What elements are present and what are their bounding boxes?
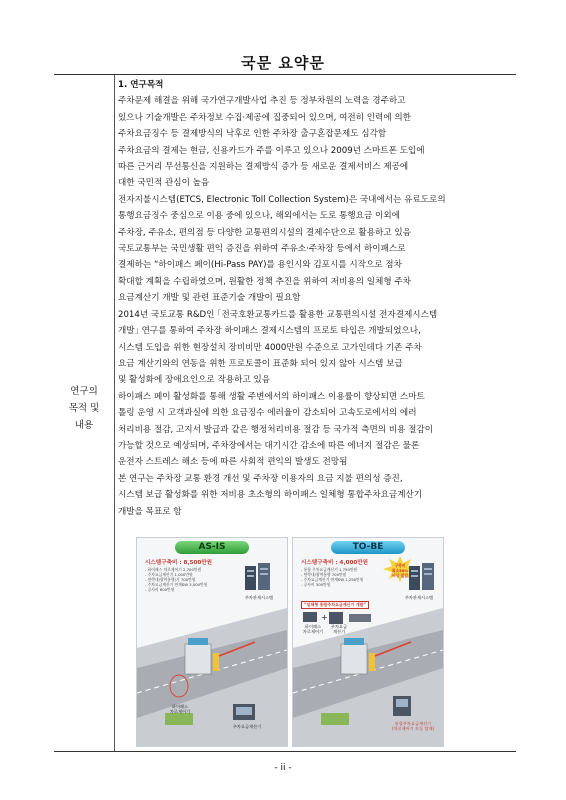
paragraph-line: 주차문제 해결을 위해 국가연구개발사업 추진 등 정부차원의 노력을 경주하고 <box>118 96 406 107</box>
page-title: 국문 요약문 <box>241 54 325 72</box>
asis-tobe-figure <box>136 537 442 747</box>
tobe-integration-note: “일체형 통합주차요금계산기 개발” <box>301 601 369 609</box>
paragraph-line: 전자지불시스템(ETCS, Electronic Toll Collection System)은 국내에서는 유료도로의 <box>118 194 446 205</box>
tobe-item: - 연략내/광역통행 700만원 <box>301 572 347 577</box>
paragraph-line: 톨링 운영 시 고객과실에 의한 요금징수 에러율이 감소되어 고속도로에서의 에러 <box>118 408 417 419</box>
paragraph-line: 국토교통부는 국민생활 편익 증진을 위하여 주유소·주차장 등에서 하이패스로 <box>118 244 406 255</box>
asis-cost: 시스템구축비 : 8,500만원 <box>145 560 213 566</box>
tobe-server-icon <box>405 560 439 594</box>
paragraph-line: 개발을 목표로 함 <box>118 506 182 517</box>
tobe-item: - 공사비 300만원 <box>301 582 331 587</box>
paragraph-line: 처리비용 절감, 고지서 발급과 같은 행정처리비용 절감 등 국가적 측면의 비용 절감이 <box>118 424 434 435</box>
section-label-column <box>54 75 115 751</box>
asis-item: - 공사비 600만원 <box>145 587 175 592</box>
paragraph-line: 주차장, 주유소, 편의점 등 다양한 교통편의시설의 결제수단으로 활용하고 있음 <box>118 227 411 238</box>
paragraph-line: 시스템 도입을 위한 현장설치 장비비만 4000만원 수준으로 고가인데다 기존 주차 <box>118 342 422 353</box>
section-heading: 1. 연구목적 <box>118 80 164 90</box>
asis-calc-label: 주차요금계산기 <box>232 724 262 729</box>
paragraph-line: 하이패스 페이 활성화를 통해 생활 주변에서의 하이패스 이용률이 향상되면 스마트 <box>118 391 425 402</box>
tobe-banner: TO-BE <box>331 541 405 554</box>
asis-cost-items <box>145 567 207 592</box>
paragraph-line: 대한 국민적 관심이 높음 <box>118 178 210 189</box>
paragraph-line: 및 활성화에 장애요인으로 작용하고 있음 <box>118 375 271 386</box>
asis-item: - 연략내/광역통행(기 700만원 <box>145 577 196 582</box>
tobe-integrated-calc-label: 통합주차요금계산기 (차로제어기 모듈 탑재) <box>391 721 435 731</box>
asis-server-icon <box>241 560 275 594</box>
tobe-item: - 주차요금계산기 연계SW 1,250만원 <box>301 577 364 582</box>
asis-hipass-label: 하이패스 차로제어기 <box>169 704 191 714</box>
paragraph-line: 운전자 스트레스 해소 등에 따른 사회적 편익의 발생도 전망됨 <box>118 457 348 468</box>
section-label-line: 목적 및 <box>68 403 100 414</box>
tobe-cost: 시스템구축비 : 4,000만원 <box>301 560 369 566</box>
tobe-calc-label: 주차요금 계산기 <box>330 624 348 634</box>
paragraph-line: 요금계산기 개발 및 관련 표준기술 개발이 필요함 <box>118 293 301 304</box>
summary-table <box>54 74 516 752</box>
section-label-line: 내용 <box>74 420 94 431</box>
paragraph-line: 결제하는 “하이패스 페이(Hi-Pass PAY)를 용인시와 김포시를 시작으로 점차 <box>118 260 402 271</box>
paragraph-line: 요금 계산기와의 연동을 위한 프로토콜이 표준화 되어 있지 않아 시스템 보급 <box>118 358 403 369</box>
paragraph-line: 개발｣ 연구를 통하여 주차장 하이패스 결제시스템의 프로토 타입은 개발되었으나, <box>118 326 421 337</box>
tobe-cost-items <box>301 567 363 587</box>
paragraph-line: 시스템 보급 활성화를 위한 저비용 초소형의 하이패스 일체형 통합주차요금계산기 <box>118 490 423 501</box>
tobe-panel <box>292 537 444 747</box>
paragraph-line: 확대할 계획을 수립하였으며, 원활한 정책 추진을 위하여 저비용의 일체형 주차 <box>118 276 411 287</box>
paragraph-line: 통행요금징수 중심으로 이용 중에 있으나, 해외에서는 도로 통행요금 이외에 <box>118 211 400 222</box>
paragraph-line: 따른 근거리 무선통신을 지원하는 결제방식 증가 등 새로운 결제서비스 제공에 <box>118 162 409 173</box>
asis-banner: AS-IS <box>175 541 249 554</box>
svg-text:+: + <box>321 613 328 622</box>
section-label-line: 연구의 <box>70 386 98 397</box>
section-content <box>118 77 512 520</box>
tobe-item: - 통합 주차요금계산기 1,750만원 <box>301 567 358 572</box>
asis-item: - 하이패스 차로제어기 2,700만원 <box>145 567 202 572</box>
paragraph-line: 가능할 것으로 예상되며, 주차장에서는 대기시간 감소에 따른 에너지 절감은 물론 <box>118 440 420 451</box>
tobe-system-label: 주차관제시스템 <box>404 595 434 600</box>
asis-system-label: 주차관제시스템 <box>244 595 274 600</box>
asis-item: - 주차요금계산기 1,000만원 <box>145 572 193 577</box>
asis-panel <box>136 537 288 747</box>
paragraph-line: 주차요금징수 등 결제방식의 낙후로 인한 주차장 출구혼잡문제도 심각함 <box>118 129 387 140</box>
section-label <box>54 383 114 434</box>
paragraph-line: 주차요금의 결제는 현금, 신용카드가 주를 이루고 있으나 2009년 스마트폰 도입에 <box>118 145 425 156</box>
page-number: - ii - <box>274 763 292 773</box>
asis-item: - 주차요금계산기 연계SW 3,500만원 <box>145 582 208 587</box>
savings-note: 구축비 최소50% 이상 절감 <box>391 563 409 578</box>
paragraph-line: 있으나 기술개발은 주차정보 수집·제공에 집중되어 있으며, 여전히 인력에 의한 <box>118 112 411 123</box>
paragraph-line: 2014년 국토교통 R&D인 ｢전국호환교통카드를 활용한 교통편의시설 전자결제시스템 <box>118 309 438 320</box>
paragraph-list <box>118 93 512 520</box>
paragraph-line: 본 연구는 주차장 교통 환경 개선 및 주차장 이용자의 요금 지불 편의성 증진, <box>118 473 403 484</box>
tobe-hipass-label: 하이패스 차로제어기 <box>302 624 324 634</box>
